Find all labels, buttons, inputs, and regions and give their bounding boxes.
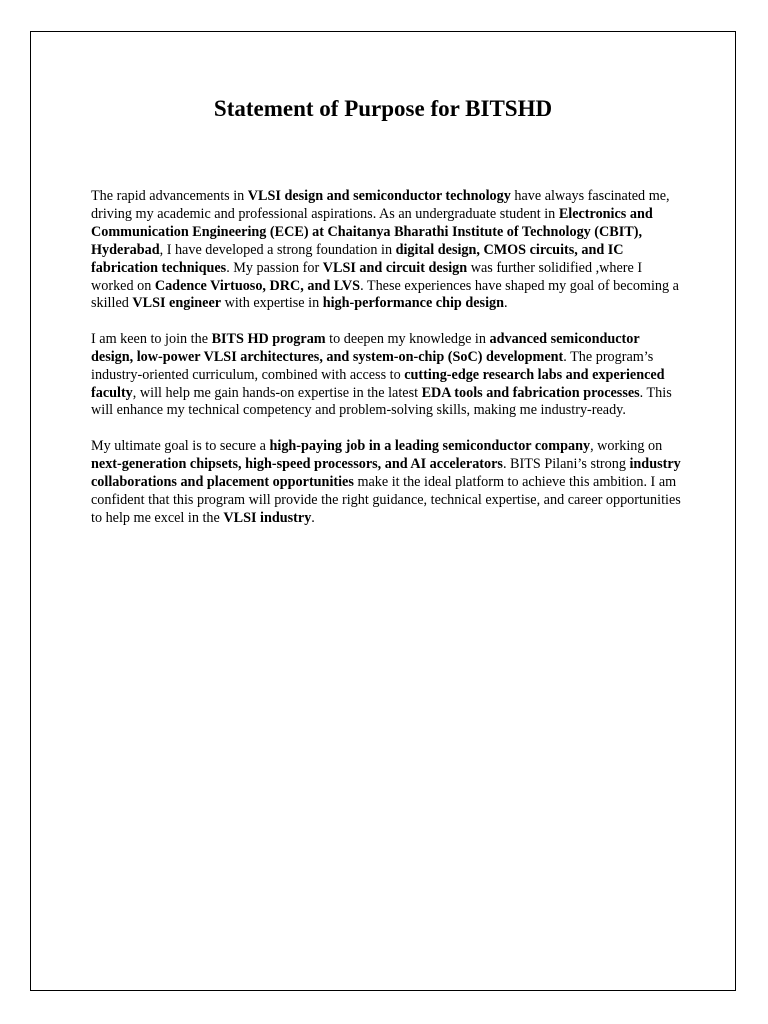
emphasized-text: Cadence Virtuoso, DRC, and LVS: [154, 277, 361, 294]
document-body: [91, 188, 685, 545]
emphasized-text: advanced semiconductor design, low-power VLSI architectures, and system-on-chip (SoC) development: [91, 330, 640, 365]
text-run: . This will enhance my technical competency and problem-solving skills, making me industry-ready.: [91, 384, 672, 419]
text-run: . BITS Pilani’s strong: [502, 455, 630, 472]
emphasized-text: high-performance chip design: [322, 295, 505, 312]
text-run: make it the ideal platform to achieve this ambition. I am confident that this program will provide the right guidance, technical expertise, and career opportunities to help me excel in the: [91, 473, 681, 526]
emphasized-text: cutting-edge research labs and experienced faculty: [91, 366, 665, 401]
text-run: .: [311, 509, 315, 526]
emphasized-text: VLSI design and semiconductor technology: [247, 188, 511, 204]
emphasized-text: industry collaborations and placement opportunities: [91, 455, 681, 490]
emphasized-text: Electronics and Communication Engineering (ECE) at Chaitanya Bharathi Institute of Technology (CBIT), Hyderabad: [91, 205, 653, 258]
emphasized-text: high-paying job in a leading semiconductor company: [269, 437, 591, 454]
text-run: My ultimate goal is to secure a: [91, 437, 270, 454]
text-run: to deepen my knowledge in: [325, 330, 490, 347]
text-run: , will help me gain hands-on expertise in the latest: [132, 384, 422, 401]
emphasized-text: EDA tools and fabrication processes: [421, 384, 640, 401]
paragraph-3: [91, 438, 685, 528]
text-run: The rapid advancements in: [91, 188, 248, 204]
text-run: I am keen to join the: [91, 330, 212, 347]
text-run: , I have developed a strong foundation in: [159, 241, 396, 258]
text-run: . The program’s industry-oriented curriculum, combined with access to: [91, 348, 654, 383]
paragraph-2: [91, 331, 685, 421]
emphasized-text: next-generation chipsets, high-speed processors, and AI accelerators: [91, 455, 503, 472]
text-run: .: [504, 295, 508, 312]
text-run: . My passion for: [226, 259, 323, 276]
emphasized-text: BITS HD program: [211, 330, 326, 347]
emphasized-text: VLSI and circuit design: [322, 259, 468, 276]
text-run: have always fascinated me, driving my academic and professional aspirations. As an undergraduate student in: [91, 188, 670, 222]
text-run: . These experiences have shaped my goal of becoming a skilled: [91, 277, 679, 312]
document-title: Statement of Purpose for BITSHD: [213, 96, 553, 121]
paragraph-1: [91, 188, 685, 313]
text-run: , working on: [590, 437, 663, 454]
emphasized-text: VLSI engineer: [132, 295, 222, 312]
text-run: with expertise in: [221, 295, 323, 312]
emphasized-text: digital design, CMOS circuits, and IC fabrication techniques: [91, 241, 624, 276]
emphasized-text: VLSI industry: [223, 509, 312, 526]
text-run: was further solidified ,where I worked on: [91, 259, 643, 294]
